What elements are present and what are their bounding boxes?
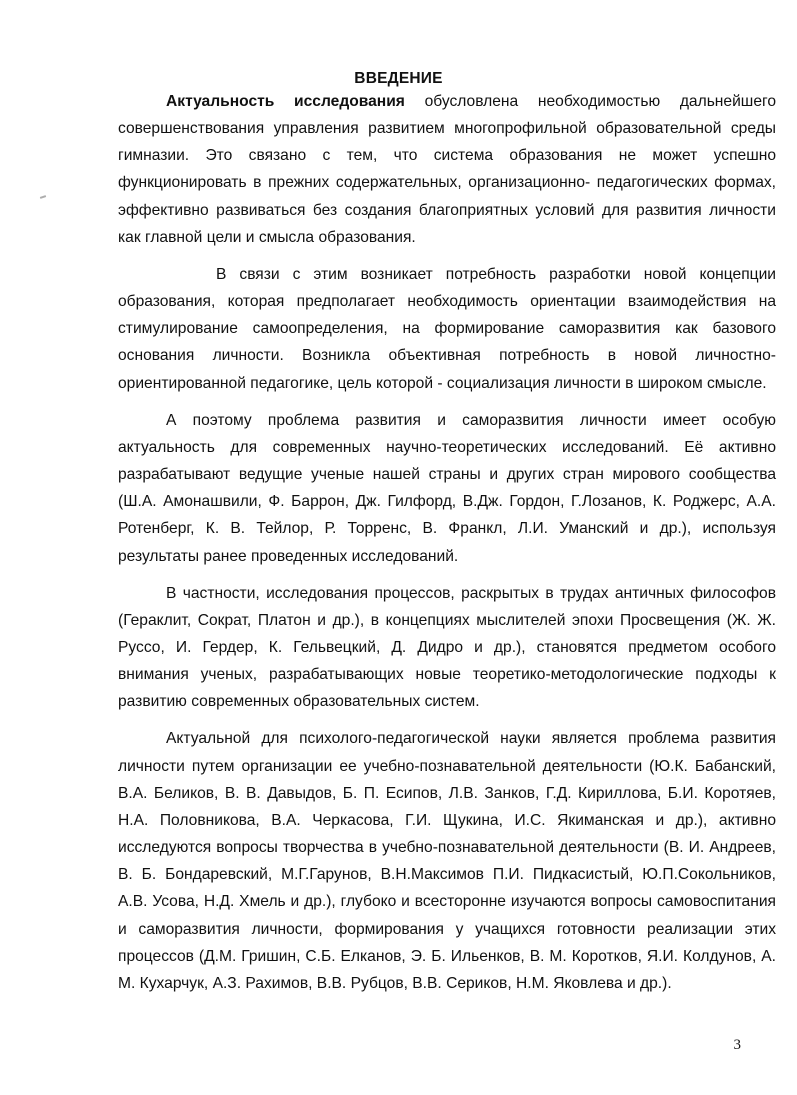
paragraph-research: Актуальной для психолого-педагогической науки является проблема развития личности путем организации ее учебно-познавательной деятельности (Ю.К. Бабанский, В.А. Беликов, В. В. Давыдов, Б. П. Есипов, Л.В. Занков, Г.Д. Кириллова, Б.И. Коротяев, Н.А. Половникова, В.А. Черкасова, Г.И. Щукина, И.С. Якиманская и др.), активно исследуются вопросы творчества в учебно-познавательной деятельности (В. И. Андреев, В. Б. Бондаревский, М.Г.Гарунов, В.Н.Максимов П.И. Пидкасистый, Ю.П.Сокольников, А.В. Усова, Н.Д. Хмель и др.), глубоко и всесторонне изучаются вопросы самовоспитания и саморазвития личности, формирования у учащихся готовности реализации этих процессов (Д.М. Гришин, С.Б. Елканов, Э. Б. Ильенков, В. М. Коротков, Я.И. Колдунов, А. М. Кухарчук, А.З. Рахимов, В.В. Рубцов, В.В. Сериков, Н.М. Яковлева и др.). bbox=[118, 730, 776, 992]
scan-speck bbox=[40, 195, 46, 199]
paragraph-problem: А поэтому проблема развития и саморазвития личности имеет особую актуальность для современных научно-теоретических исследований. Её активно разрабатывают ведущие ученые нашей страны и других стран мирового сообщества (Ш.А. Амонашвили, Ф. Баррон, Дж. Гилфорд, В.Дж. Гордон, Г.Лозанов, К. Роджерс, А.А. Ротенберг, К. В. Тейлор, Р. Торренс, В. Франкл, Л.И. Уманский и др.), используя результаты ранее проведенных исследований. bbox=[118, 411, 776, 565]
page-number: 3 bbox=[733, 1037, 741, 1053]
paragraph-text: обусловлена необходимостью дальнейшего совершенствования управления развитием многопрофильной образовательной среды гимназии. Это связано с тем, что система образования не может успешно функционировать в прежних содержательных, организационно- педагогических формах, эффективно развиваться без создания благоприятных условий для развития личности как главной цели и смысла образования. bbox=[118, 93, 777, 246]
paragraph-relevance bbox=[118, 88, 776, 251]
body-text bbox=[118, 88, 776, 997]
paragraph-lead: Актуальность исследования bbox=[166, 93, 405, 110]
paragraph-need: В связи с этим возникает потребность разработки новой концепции образования, которая предполагает необходимость ориентации взаимодействия на стимулирование самоопределения, на формирование саморазвития как базового основания личности. Возникла объективная потребность в новой личностно-ориентированной педагогике, цель которой - социализация личности в широком смысле. bbox=[118, 265, 776, 392]
page-heading: ВВЕДЕНИЕ bbox=[354, 70, 443, 87]
paragraph-philosophers: В частности, исследования процессов, раскрытых в трудах античных философов (Гераклит, Сократ, Платон и др.), в концепциях мыслителей эпохи Просвещения (Ж. Ж. Руссо, И. Гердер, К. Гельвецкий, Д. Дидро и др.), становятся предметом особого внимания ученых, разрабатывающих новые теоретико-методологические подходы к развитию современных образовательных систем. bbox=[118, 584, 776, 711]
